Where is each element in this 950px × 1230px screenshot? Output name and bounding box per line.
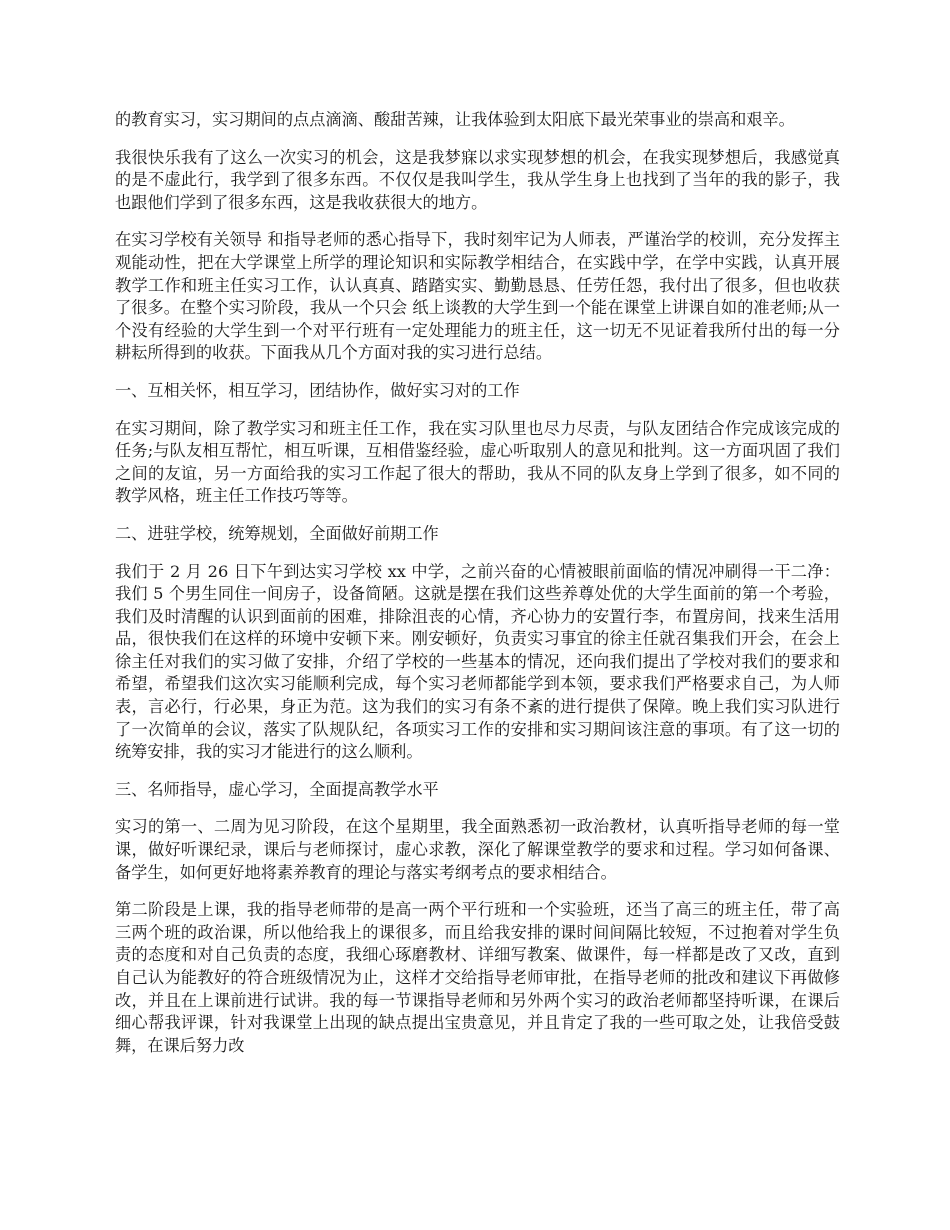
section-heading-3: 三、名师指导，虚心学习，全面提高教学水平 (115, 779, 439, 799)
document-body (115, 109, 840, 1072)
paragraph-teamwork: 在实习期间，除了教学实习和班主任工作，我在实习队里也尽力尽责，与队友团结合作完成该完成的任务;与队友相互帮忙，相互听课，互相借鉴经验，虚心听取别人的意见和批判。这一方面巩固了我们之间的友谊，另一方面给我的实习工作起了很大的帮助，我从不同的队友身上学到了很多，如不同的教学风格，班主任工作技巧等等。 (115, 418, 840, 506)
section-heading-2: 二、进驻学校，统筹规划，全面做好前期工作 (115, 523, 439, 543)
paragraph-intro-ending: 的教育实习，实习期间的点点滴滴、酸甜苦辣，让我体验到太阳底下最光荣事业的崇高和艰辛。 (115, 110, 795, 129)
paragraph-teaching-phase: 第二阶段是上课，我的指导老师带的是高一两个平行班和一个实验班，还当了高三的班主任，带了高三两个班的政治课，所以他给我上的课很多，而且给我安排的课时间间隔比较短，不过抱着对学生负责的态度和对自己负责的态度，我细心琢磨教材、详细写教案、做课件，每一样都是改了又改，直到自己认为能教好的符合班级情况为止，这样才交给指导老师审批，在指导老师的批改和建议下再做修改，并且在上课前进行试讲。我的每一节课指导老师和另外两个实习的政治老师都坚持听课，在课后细心帮我评课，针对我课堂上出现的缺点提出宝贵意见，并且肯定了我的一些可取之处，让我倍受鼓舞，在课后努力改 (115, 900, 840, 1055)
paragraph-guidance: 在实习学校有关领导 和指导老师的悉心指导下，我时刻牢记为人师表，严谨治学的校训，充分发挥主观能动性，把在大学课堂上所学的理论知识和实际教学相结合，在实践中学，在学中实践，认真开展教学工作和班主任实习工作，认认真真、踏踏实实、勤勤恳恳、任劳任怨，我付出了很多，但也收获了很多。在整个实习阶段，我从一个只会 纸上谈教的大学生到一个能在课堂上讲课自如的准老师;从一个没有经验的大学生到一个对平行班有一定处理能力的班主任，这一切无不见证着我所付出的每一分耕耘所得到的收获。下面我从几个方面对我的实习进行总结。 (115, 230, 840, 363)
section-heading-1: 一、互相关怀，相互学习，团结协作，做好实习对的工作 (115, 380, 520, 400)
paragraph-observation-phase: 实习的第一、二周为见习阶段，在这个星期里，我全面熟悉初一政治教材，认真听指导老师的每一堂课，做好听课纪录，课后与老师探讨，虚心求教，深化了解课堂教学的要求和过程。学习如何备课、备学生，如何更好地将素养教育的理论与落实考纲考点的要求相结合。 (115, 817, 840, 882)
paragraph-arrival: 我们于 2 月 26 日下午到达实习学校 xx 中学，之前兴奋的心情被眼前面临的情况冲刷得一干二净：我们 5 个男生同住一间房子，设备简陋。这就是摆在我们这些养尊处优的大学生面前的第一个考验，我们及时清醒的认识到面前的困难，排除沮丧的心情，齐心协力的安置行李，布置房间，找来生活用品，很快我们在这样的环境中安顿下来。刚安顿好，负责实习事宜的徐主任就召集我们开会，在会上徐主任对我们的实习做了安排，介绍了学校的一些基本的情况，还向我们提出了学校对我们的要求和希望，希望我们这次实习能顺利完成，每个实习老师都能学到本领，要求我们严格要求自己，为人师表，言必行，行必果，身正为范。这为我们的实习有条不紊的进行提供了保障。晚上我们实习队进行了一次简单的会议，落实了队规队纪，各项实习工作的安排和实习期间该注意的事项。有了这一切的统筹安排，我的实习才能进行的这么顺利。 (115, 561, 840, 762)
paragraph-opportunity: 我很快乐我有了这么一次实习的机会，这是我梦寐以求实现梦想的机会，在我实现梦想后，我感觉真的是不虚此行，我学到了很多东西。不仅仅是我叫学生，我从学生身上也找到了当年的我的影子，我也跟他们学到了很多东西，这是我收获很大的地方。 (115, 147, 840, 212)
